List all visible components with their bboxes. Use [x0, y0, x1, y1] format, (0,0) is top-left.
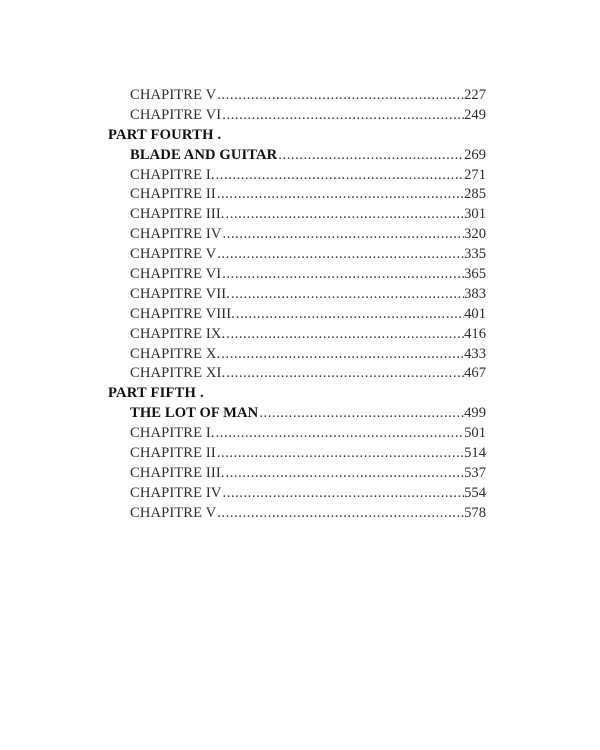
- toc-row: [0, 464, 600, 484]
- toc-entry-label: CHAPITRE IX.: [130, 325, 226, 342]
- toc-entry-label: CHAPITRE VII.: [130, 285, 230, 302]
- toc-row: [0, 444, 600, 464]
- toc-entry-label: CHAPITRE I.: [130, 166, 215, 183]
- dot-leader: [222, 225, 465, 245]
- toc-row: [0, 265, 600, 285]
- toc-entry-chapter: [130, 504, 486, 524]
- toc-entry-page: 335: [464, 246, 486, 263]
- toc-entry-page: 554: [464, 484, 486, 501]
- toc-entry-chapter: [130, 464, 486, 484]
- toc-entry-chapter: [130, 245, 486, 265]
- toc-entry-page: 578: [464, 504, 486, 521]
- toc-row: [0, 484, 600, 504]
- toc-entry-page: 416: [464, 325, 486, 342]
- toc-entry-label: CHAPITRE III.: [130, 206, 225, 223]
- toc-entry-page: 499: [464, 405, 486, 422]
- toc-row: [0, 364, 600, 384]
- toc-entry-page: 383: [464, 285, 486, 302]
- toc-entry-page: 537: [464, 464, 486, 481]
- toc-entry-chapter: [130, 484, 486, 504]
- dot-leader: [277, 146, 464, 166]
- toc-entry-chapter: [130, 166, 486, 186]
- toc-entry-label: CHAPITRE VI: [130, 106, 222, 123]
- toc-row: [0, 106, 600, 126]
- toc-entry-label: CHAPITRE V: [130, 246, 217, 263]
- toc-entry-page: 285: [464, 186, 486, 203]
- toc-part-heading: PART FIFTH .: [108, 385, 204, 402]
- toc-row: [0, 245, 600, 265]
- toc-part-heading: PART FOURTH .: [108, 126, 222, 143]
- toc-entry-label: CHAPITRE X.: [130, 345, 221, 362]
- toc-row: [0, 424, 600, 444]
- dot-leader: [258, 404, 464, 424]
- dot-leader: [225, 205, 465, 225]
- toc-entry-book: [130, 146, 486, 166]
- toc-entry-label: CHAPITRE II: [130, 445, 216, 462]
- toc-entry-label: CHAPITRE XI.: [130, 365, 226, 382]
- toc-entry-page: 227: [464, 87, 486, 103]
- toc-row: [0, 185, 600, 205]
- toc-row: [0, 345, 600, 365]
- toc-entry-label: CHAPITRE V: [130, 504, 217, 521]
- toc-entry-label: THE LOT OF MAN: [130, 405, 259, 422]
- dot-leader: [221, 106, 464, 126]
- dot-leader: [230, 285, 464, 305]
- toc-entry-chapter: [130, 325, 486, 345]
- dot-leader: [215, 166, 465, 186]
- dot-leader: [216, 245, 464, 265]
- toc-entry-label: CHAPITRE I.: [130, 425, 215, 442]
- dot-leader: [215, 424, 465, 444]
- toc-entry-label: BLADE AND GUITAR: [130, 146, 278, 163]
- toc-entry-page: 433: [464, 345, 486, 362]
- dot-leader: [225, 464, 465, 484]
- dot-leader: [225, 325, 464, 345]
- dot-leader: [235, 305, 464, 325]
- toc-entry-label: CHAPITRE VI: [130, 266, 222, 283]
- dot-leader: [221, 265, 464, 285]
- toc-row: [0, 504, 600, 524]
- toc-row: [0, 205, 600, 225]
- toc-entry-label: CHAPITRE II: [130, 186, 216, 203]
- toc-entry-chapter: [130, 285, 486, 305]
- toc-entry-chapter: [130, 345, 486, 365]
- toc-row: [0, 285, 600, 305]
- toc-entry-label: CHAPITRE VIII.: [130, 305, 235, 322]
- toc-entry-label: CHAPITRE III.: [130, 464, 225, 481]
- toc-entry-page: 269: [464, 146, 486, 163]
- toc-row: [0, 146, 600, 166]
- toc-row: [0, 126, 600, 146]
- table-of-contents: [0, 86, 600, 524]
- toc-entry-page: 301: [464, 206, 486, 223]
- toc-entry-page: 467: [464, 365, 486, 382]
- dot-leader: [216, 504, 464, 524]
- toc-entry-chapter: [130, 424, 486, 444]
- toc-row: [0, 384, 600, 404]
- toc-entry-page: 365: [464, 266, 486, 283]
- toc-row: [0, 305, 600, 325]
- toc-entry-page: 320: [464, 226, 486, 243]
- toc-entry-chapter: [130, 106, 486, 126]
- toc-entry-chapter: [130, 305, 486, 325]
- toc-entry-chapter: [130, 185, 486, 205]
- dot-leader: [216, 444, 464, 464]
- toc-row: [0, 404, 600, 424]
- toc-entry-page: 401: [464, 305, 486, 322]
- toc-row: [0, 225, 600, 245]
- toc-entry-chapter: [130, 444, 486, 464]
- toc-row: [0, 86, 600, 106]
- toc-entry-book: [130, 404, 486, 424]
- toc-entry-chapter: [130, 265, 486, 285]
- toc-entry-page: 249: [464, 106, 486, 123]
- dot-leader: [222, 484, 465, 504]
- dot-leader: [225, 364, 464, 384]
- toc-entry-label: CHAPITRE IV: [130, 484, 222, 501]
- toc-row: [0, 166, 600, 186]
- toc-entry-label: CHAPITRE IV: [130, 226, 222, 243]
- toc-entry-page: 271: [464, 166, 486, 183]
- toc-entry-chapter: [130, 86, 486, 106]
- toc-entry-chapter: [130, 205, 486, 225]
- toc-entry-label: CHAPITRE V: [130, 87, 217, 103]
- toc-row: [0, 325, 600, 345]
- toc-entry-chapter: [130, 364, 486, 384]
- dot-leader: [216, 86, 464, 106]
- toc-entry-page: 514: [464, 445, 486, 462]
- toc-entry-chapter: [130, 225, 486, 245]
- toc-entry-page: 501: [464, 425, 486, 442]
- dot-leader: [220, 345, 464, 365]
- dot-leader: [216, 185, 464, 205]
